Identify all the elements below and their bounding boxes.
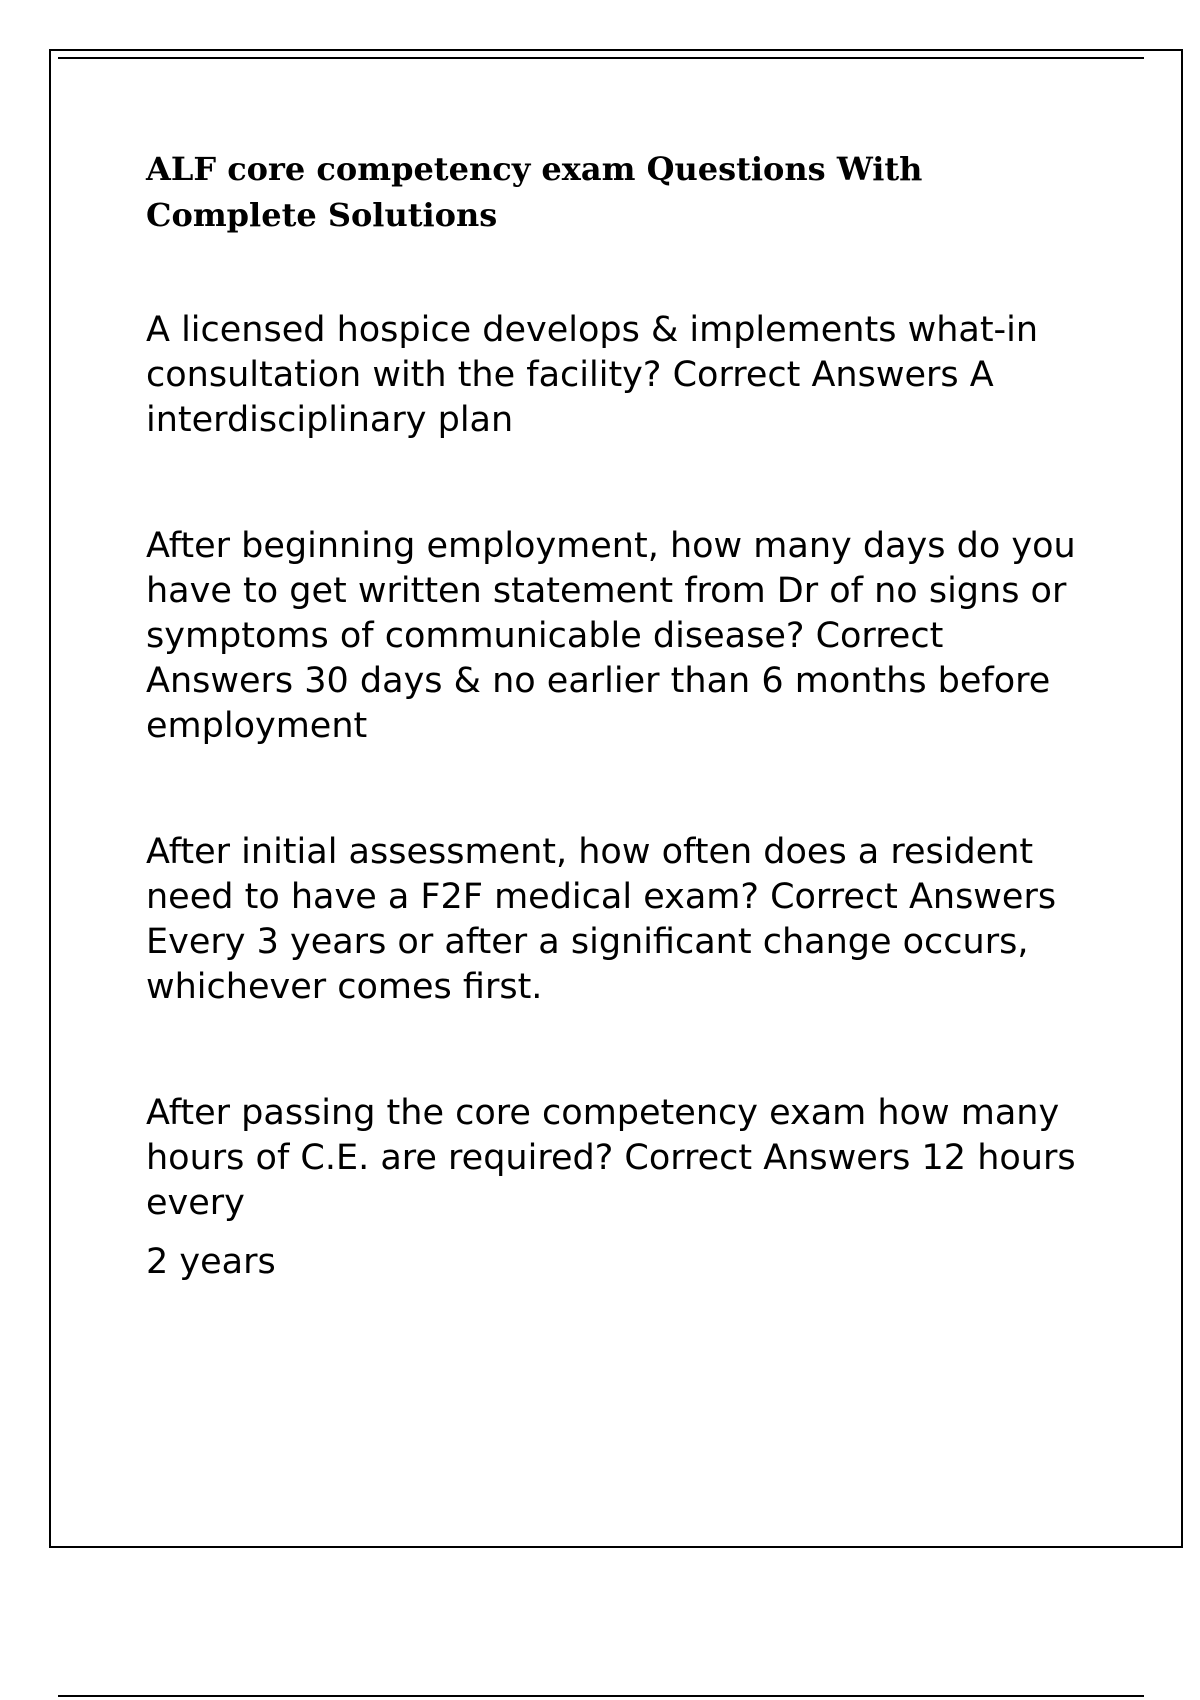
qa-text: After beginning employment, how many days do you have to get written statement from Dr of no signs or symptoms of communicable disease? Correct Answers 30 days & no earlier than 6 months before employment (146, 526, 1076, 746)
qa-text: A licensed hospice develops & implements what-in consultation with the facility? Correct Answers A interdisciplinary plan (146, 310, 1039, 440)
qa-entry (146, 524, 1096, 749)
qa-entry (146, 830, 1096, 1010)
document-title: ALF core competency exam Questions With Complete Solutions (146, 150, 923, 234)
qa-entry (146, 1091, 1096, 1285)
qa-entry (146, 308, 1096, 443)
qa-text: After passing the core competency exam how many hours of C.E. are required? Correct Answers 12 hours every (146, 1093, 1076, 1223)
qa-continuation-text: 2 years (146, 1242, 276, 1282)
qa-text: After initial assessment, how often does a resident need to have a F2F medical exam? Correct Answers Every 3 years or after a significant change occurs, whichever comes first. (146, 832, 1057, 1007)
document-body (146, 146, 1096, 1285)
header-rule (58, 57, 1144, 59)
footer-rule (58, 1695, 1144, 1697)
